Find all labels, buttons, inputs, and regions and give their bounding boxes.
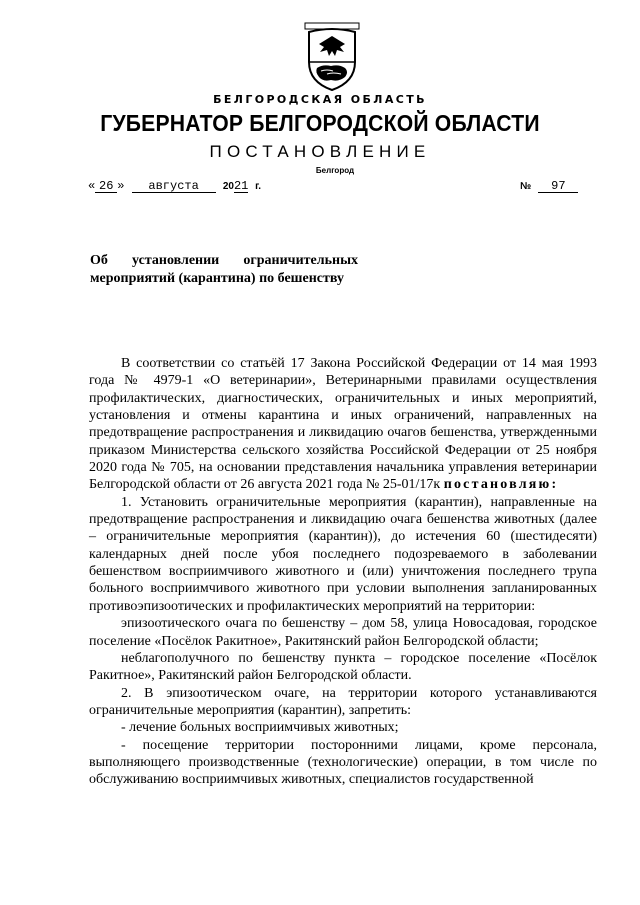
resolution-keyword: постановляю:	[443, 477, 559, 493]
date-month: августа	[132, 181, 216, 193]
document-date	[88, 179, 261, 193]
document-subject	[90, 252, 358, 288]
document-number	[520, 179, 578, 193]
document-body	[89, 355, 597, 789]
subject-line-2: мероприятий (карантина) по бешенству	[90, 271, 344, 286]
document-type: ПОСТАНОВЛЕНИЕ	[209, 142, 431, 161]
date-year-prefix: 20	[222, 181, 234, 192]
number-label: №	[520, 181, 532, 192]
date-close-quote: »	[117, 179, 125, 193]
clause-1-paragraph: 1. Установить ограничительные мероприятия (карантин), направленные на предотвращение распространения и ликвидацию очага бешенства животных (далее – ограничительные мероприятия (карантин)), до истечения 60 (шестидесяти) календарных дней после убоя последнего подозреваемого в заболевании бешенством восприимчивого животного и (или) уничтожения последнего трупа больного восприимчивого животного при условии выполнения запланированных противоэпизоотических и профилактических мероприятий на территории:	[89, 494, 597, 614]
subject-line-1: Об установлении ограничительных	[90, 253, 358, 268]
clause-2-paragraph: 2. В эпизоотическом очаге, на территории которого устанавливаются ограничительные мероприятия (карантин), запретить:	[89, 685, 597, 718]
number-value: 97	[538, 181, 578, 193]
coat-of-arms-emblem	[303, 22, 361, 92]
preamble-paragraph	[89, 355, 597, 494]
city-name: Белгород	[315, 166, 355, 175]
date-day: 26	[95, 181, 117, 193]
date-open-quote: «	[88, 179, 96, 193]
date-year-unit: г.	[255, 181, 262, 192]
preamble-text: В соответствии со статьёй 17 Закона Российской Федерации от 14 мая 1993 года № 4979-1 «О ветеринарии», Ветеринарными правилами осуществления профилактических, диагностических, ограничительных и иных мероприятий, установления и отмены карантина и иных ограничений, направленных на предотвращение распространения и ликвидацию очагов бешенства, утвержденными приказом Министерства сельского хозяйства Российской Федерации от 25 ноября 2020 года № 705, на основании представления начальника управления ветеринарии Белгородской области от 26 августа 2021 года № 25-01/17к	[89, 356, 597, 493]
date-year-suffix: 21	[233, 179, 249, 193]
prohibition-item-1: - лечение больных восприимчивых животных;	[121, 720, 399, 736]
unfavorable-point-paragraph: неблагополучного по бешенству пункта – городское поселение «Посёлок Ракитное», Ракитянский район Белгородской области.	[89, 650, 597, 684]
region-name: БЕЛГОРОДСКАЯ ОБЛАСТЬ	[213, 93, 427, 106]
prohibition-item-2: - посещение территории посторонними лицами, кроме персонала, выполняющего производственные (технологические) операции, в том числе по обслуживанию восприимчивых животных, специалистов государственной	[89, 737, 597, 788]
governor-title: ГУБЕРНАТОР БЕЛГОРОДСКОЙ ОБЛАСТИ	[100, 110, 540, 136]
epizootic-focus-paragraph: эпизоотического очага по бешенству – дом 58, улица Новосадовая, городское поселение «Посёлок Ракитное», Ракитянский район Белгородской области;	[89, 616, 597, 649]
